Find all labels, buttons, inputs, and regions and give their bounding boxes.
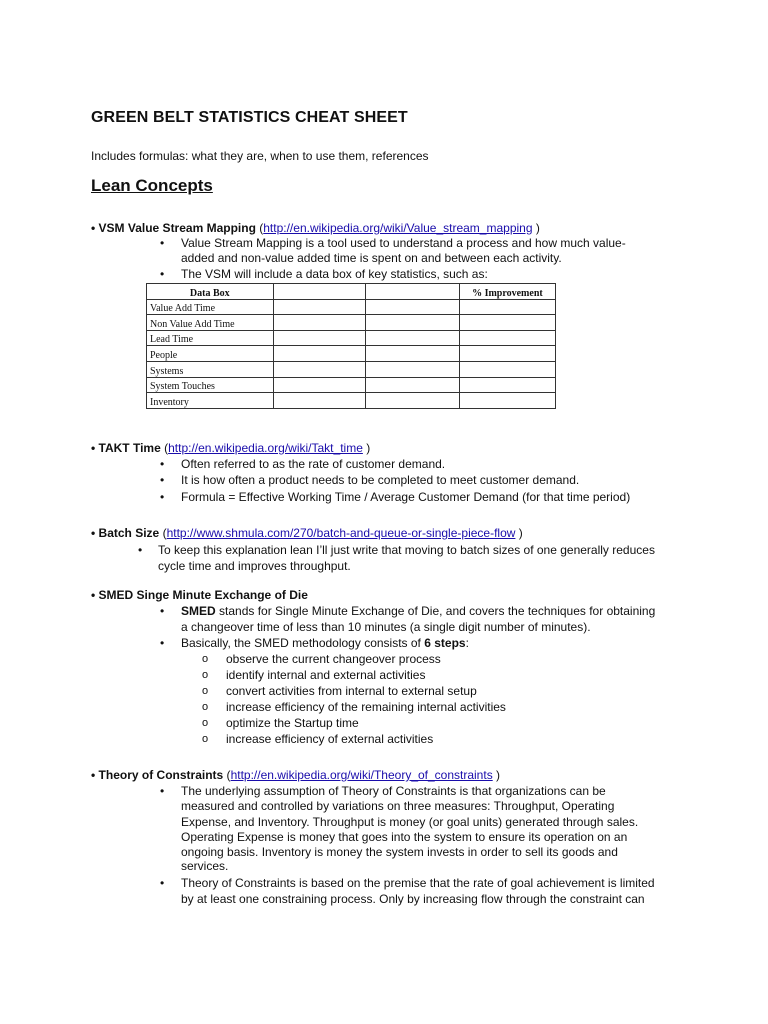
table-row [147,299,556,315]
table-cell [365,361,459,377]
table-cell [365,315,459,331]
table-row [147,393,556,409]
takt-heading: • TAKT Time (http://en.wikipedia.org/wiki/Takt_time ) [91,441,371,455]
table-cell [459,299,555,315]
smed-bullet-2-text: Basically, the SMED methodology consists of [181,636,425,650]
bullet-marker: • [160,636,165,650]
table-row [147,346,556,362]
smed-bullet-1-line-1 [181,604,655,620]
table-cell [273,361,365,377]
vsm-bullet-1-line-1: Value Stream Mapping is a tool used to understand a process and how much value- [181,236,626,250]
bullet-marker: • [160,267,165,281]
smed-step-4: increase efficiency of the remaining internal activities [226,700,506,714]
toc-title: • Theory of Constraints [91,768,224,782]
vsm-data-box-table [146,283,556,409]
toc-bullet-1-line-6: services. [181,859,229,873]
bullet-marker: • [138,543,143,557]
table-cell [273,284,365,300]
table-cell [273,393,365,409]
bullet-marker: • [160,457,165,471]
vsm-title: • VSM Value Stream Mapping [91,221,256,235]
sub-bullet-marker: o [202,733,209,745]
smed-step-6: increase efficiency of external activities [226,732,434,746]
table-cell [365,393,459,409]
table-row-label: Value Add Time [147,299,274,315]
table-header-data-box: Data Box [147,284,274,300]
smed-bullet-2-colon: : [465,636,469,650]
smed-step-1: observe the current changeover process [226,652,441,666]
table-cell [273,330,365,346]
takt-title: • TAKT Time [91,441,161,455]
smed-step-5: optimize the Startup time [226,716,359,730]
table-row-label: System Touches [147,377,274,393]
table-cell [365,377,459,393]
toc-heading: • Theory of Constraints (http://en.wikipedia.org/wiki/Theory_of_constraints ) [91,768,501,782]
table-row [147,361,556,377]
table-cell [459,346,555,362]
page-subtitle: Includes formulas: what they are, when to use them, references [91,149,429,163]
batch-bullet-line-2: cycle time and improves throughput. [158,559,351,573]
table-cell [365,330,459,346]
table-row [147,377,556,393]
table-cell [365,284,459,300]
takt-bullet-2: It is how often a product needs to be completed to meet customer demand. [181,473,580,487]
table-cell [365,299,459,315]
table-header-row [147,284,556,300]
toc-bullet-1-line-3: Expense, and Inventory. Throughput is money (or goal units) generated through sales. [181,815,639,829]
table-cell [273,346,365,362]
batch-title: • Batch Size [91,526,160,540]
toc-bullet-1-line-5: ongoing basis. Inventory is money the system invests in order to sell its goods and [181,845,618,859]
smed-step-3: convert activities from internal to external setup [226,684,477,698]
vsm-bullet-2: The VSM will include a data box of key statistics, such as: [181,267,488,281]
toc-bullet-1-line-2: measured and controlled by variations on three measures: Throughput, Operating [181,799,615,813]
bullet-marker: • [160,236,165,250]
bullet-marker: • [160,784,165,798]
smed-bullet-1-text: stands for Single Minute Exchange of Die, and covers the techniques for obtaining [215,604,656,618]
vsm-link[interactable]: http://en.wikipedia.org/wiki/Value_stream_mapping [263,221,533,235]
toc-link[interactable]: http://en.wikipedia.org/wiki/Theory_of_constraints [230,768,493,782]
table-cell [459,330,555,346]
vsm-heading: • VSM Value Stream Mapping (http://en.wikipedia.org/wiki/Value_stream_mapping ) [91,221,540,235]
batch-bullet-line-1: To keep this explanation lean I’ll just write that moving to batch sizes of one generally reduces [158,543,655,557]
section-heading-lean-concepts: Lean Concepts [91,176,213,195]
table-header-improvement: % Improvement [459,284,555,300]
table-cell [459,393,555,409]
table-row-label: People [147,346,274,362]
takt-bullet-1: Often referred to as the rate of customer demand. [181,457,446,471]
toc-bullet-1-line-4: Operating Expense is money that goes into the system to ensure its operation on an [181,830,628,844]
bullet-marker: • [160,490,165,504]
bullet-marker: • [160,876,165,890]
smed-bold-term: SMED [181,604,216,618]
table-row [147,330,556,346]
bullet-marker: • [160,473,165,487]
smed-heading: • SMED Singe Minute Exchange of Die [91,588,308,602]
table-cell [459,377,555,393]
toc-bullet-2-line-1: Theory of Constraints is based on the premise that the rate of goal achievement is limited [181,876,655,890]
table-cell [273,315,365,331]
smed-bullet-2 [181,636,469,652]
table-row [147,315,556,331]
sub-bullet-marker: o [202,701,209,713]
takt-link[interactable]: http://en.wikipedia.org/wiki/Takt_time [168,441,363,455]
smed-step-2: identify internal and external activities [226,668,426,682]
takt-bullet-3: Formula = Effective Working Time / Average Customer Demand (for that time period) [181,490,631,504]
toc-bullet-1-line-1: The underlying assumption of Theory of Constraints is that organizations can be [181,784,606,798]
toc-bullet-2-line-2: by at least one constraining process. Only by increasing flow through the constraint can [181,892,645,906]
smed-steps-count: 6 steps [424,636,466,650]
table-cell [273,377,365,393]
table-row-label: Non Value Add Time [147,315,274,331]
bullet-marker: • [160,604,165,618]
sub-bullet-marker: o [202,653,209,665]
table-cell [365,346,459,362]
smed-bullet-1-line-2: a changeover time of less than 10 minutes (a single digit number of minutes). [181,620,591,634]
vsm-bullet-1-line-2: added and non-value added time is spent on and between each activity. [181,251,562,265]
page-title: GREEN BELT STATISTICS CHEAT SHEET [91,109,408,126]
sub-bullet-marker: o [202,685,209,697]
table-cell [459,361,555,377]
table-cell [459,315,555,331]
batch-link[interactable]: http://www.shmula.com/270/batch-and-queue-or-single-piece-flow [166,526,516,540]
table-cell [273,299,365,315]
table-row-label: Inventory [147,393,274,409]
batch-heading: • Batch Size (http://www.shmula.com/270/batch-and-queue-or-single-piece-flow ) [91,526,523,540]
sub-bullet-marker: o [202,717,209,729]
table-row-label: Systems [147,361,274,377]
sub-bullet-marker: o [202,669,209,681]
table-row-label: Lead Time [147,330,274,346]
